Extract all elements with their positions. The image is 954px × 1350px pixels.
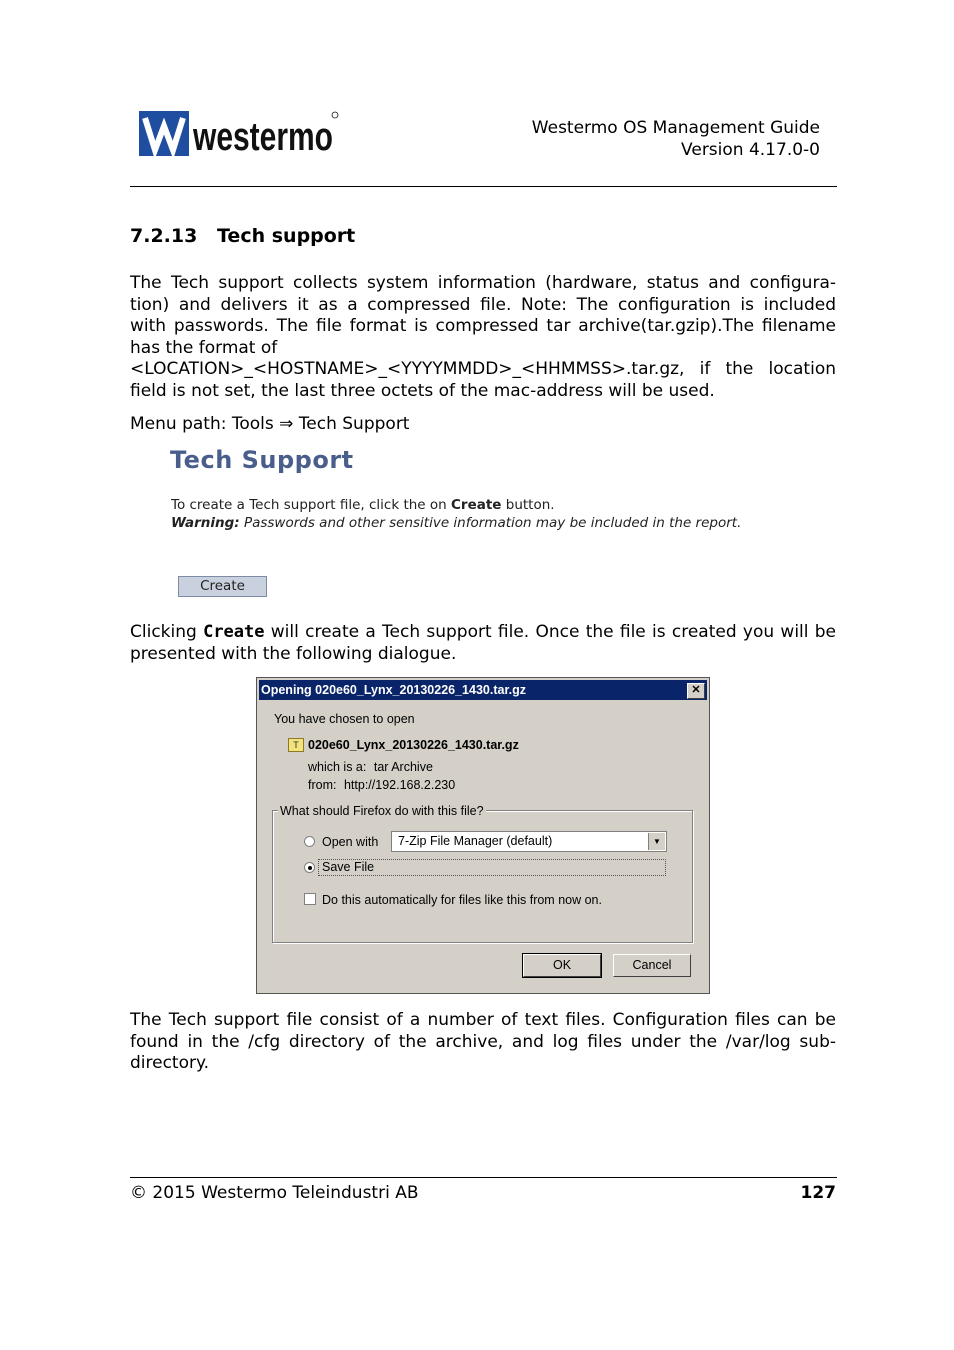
open-with-radio[interactable] [304,836,315,847]
menu-path: Menu path: Tools ⇒ Tech Support [130,414,410,434]
ok-button[interactable]: OK [523,954,601,977]
guide-version: Version 4.17.0-0 [681,140,820,160]
footer-rule [130,1177,837,1178]
save-file-radio[interactable] [304,862,315,873]
application-select-value: 7-Zip File Manager (default) [398,834,553,848]
section-heading [130,225,355,247]
tech-support-title: Tech Support [170,446,354,474]
group-label: What should Firefox do with this file? [280,804,484,818]
section-number: 7.2.13 [130,225,198,247]
archive-file-icon: T [288,738,304,752]
create-code-word: Create [203,622,265,642]
chosen-label: You have chosen to open [274,712,415,726]
create-button[interactable]: Create [178,576,267,597]
auto-checkbox[interactable] [304,893,316,905]
document-header-meta [532,117,820,161]
file-open-dialog [256,677,710,994]
instruction-line [171,496,741,514]
intro-line: <LOCATION>_<HOSTNAME>_<YYYYMMDD>_<HHMMSS>.tar.gz, if the location [130,359,836,380]
clicking-line-2: presented with the following dialogue. [130,643,457,664]
clicking-line-1 [130,622,836,644]
cancel-button[interactable]: Cancel [613,954,691,977]
from-label: from: [308,778,337,792]
closing-paragraph [130,1010,836,1075]
intro-line: with passwords. The file format is compressed tar archive(tar.gzip).The filename [130,316,836,337]
open-with-label[interactable]: Open with [322,835,379,849]
closing-line: found in the /cfg directory of the archive, and log files under the /var/log sub- [130,1031,836,1052]
westermo-logo [139,110,339,158]
intro-line: tion) and delivers it as a compressed file. Note: The configuration is included [130,294,836,315]
warning-line [171,514,741,532]
save-file-label[interactable]: Save File [318,859,666,876]
action-groupbox [272,810,693,943]
intro-paragraph [130,273,836,403]
closing-line: directory. [130,1053,210,1074]
clicking-paragraph [130,622,836,665]
file-name: 020e60_Lynx_20130226_1430.tar.gz [308,738,519,752]
page-number: 127 [800,1183,836,1203]
application-select[interactable] [391,831,667,852]
intro-line: field is not set, the last three octets of the mac-address will be used. [130,380,715,401]
intro-line: The Tech support collects system information (hardware, status and configura- [130,273,836,293]
guide-title: Westermo OS Management Guide [531,118,820,138]
dialog-title: Opening 020e60_Lynx_20130226_1430.tar.gz [261,683,526,697]
instruction-text-end: button. [501,497,555,513]
which-is-row [308,760,433,774]
clicking-text-end: will create a Tech support file. Once the file is created you will be [264,622,837,642]
dialog-title-bar [259,680,707,700]
from-row [308,778,455,792]
warning-text: Passwords and other sensitive information may be included in the report. [239,515,742,531]
instruction-text: To create a Tech support file, click the on [171,497,452,513]
chevron-down-icon[interactable]: ▼ [648,833,665,850]
warning-label: Warning: [171,515,240,531]
close-icon[interactable]: ✕ [687,683,705,699]
tech-support-instructions [171,496,741,532]
which-is-value: tar Archive [373,760,433,774]
section-title: Tech support [217,225,356,247]
intro-line: has the format of [130,337,278,358]
auto-label[interactable]: Do this automatically for files like this from now on. [322,893,602,907]
instruction-create-word: Create [451,497,502,513]
header-rule [130,186,837,187]
which-is-label: which is a: [308,760,367,774]
closing-line: The Tech support file consist of a number of text files. Configuration files can be [130,1010,836,1030]
clicking-text: Clicking [130,622,204,642]
copyright: © 2015 Westermo Teleindustri AB [130,1183,419,1203]
logo-wordmark: westermo [192,115,333,159]
from-value: http://192.168.2.230 [343,778,456,792]
